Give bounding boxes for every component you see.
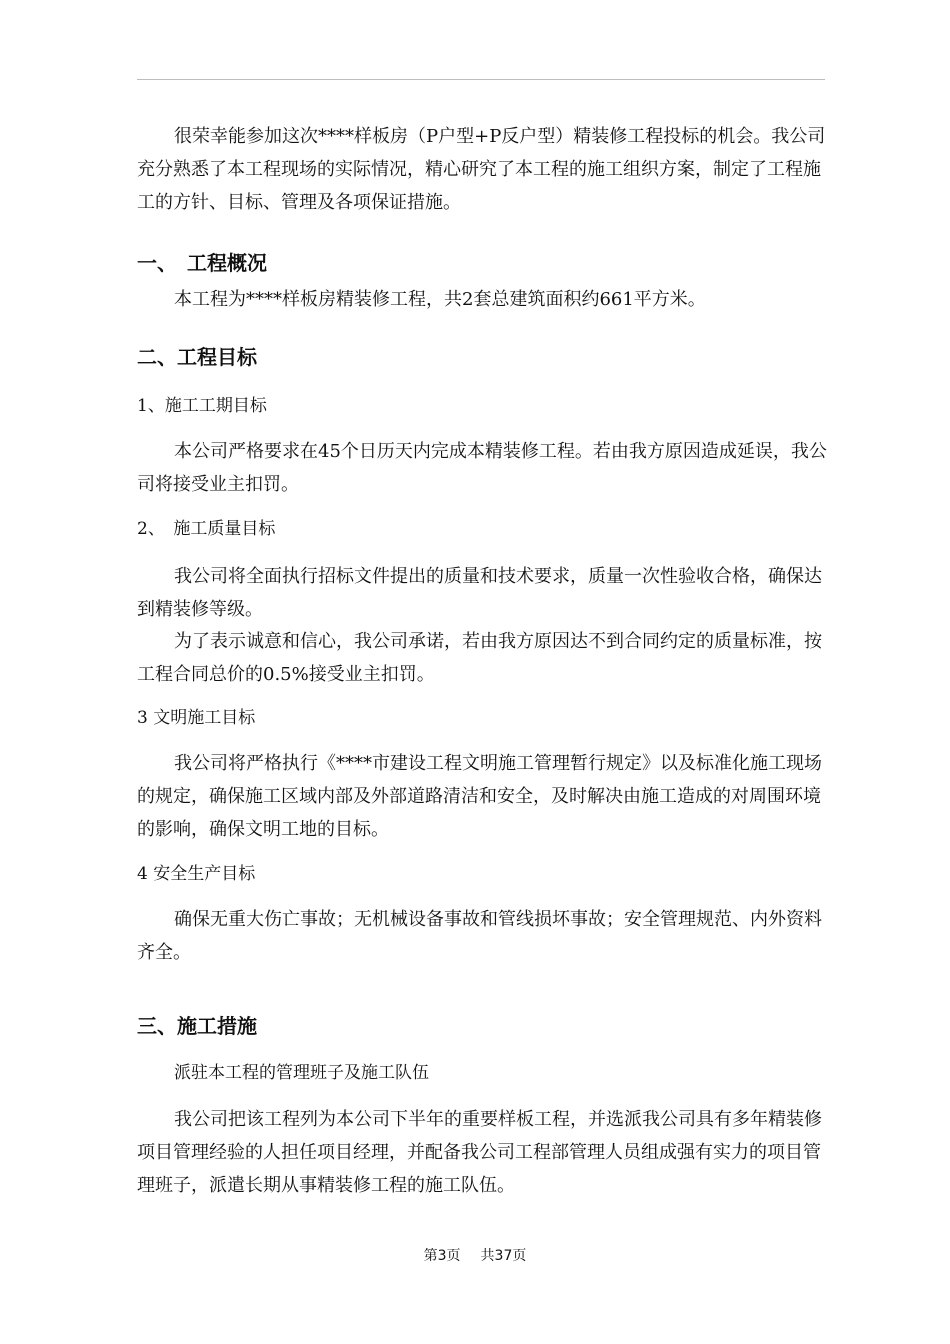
goal-2-paragraph-1: 我公司将全面执行招标文件提出的质量和技术要求，质量一次性验收合格，确保达到精装修等级。	[137, 566, 822, 620]
goal-1-paragraph: 本公司严格要求在45个日历天内完成本精装修工程。若由我方原因造成延误，我公司将接受业主扣罚。	[137, 441, 827, 495]
goal-2-paragraph-2: 为了表示诚意和信心，我公司承诺，若由我方原因达不到合同约定的质量标准，按工程合同总价的0.5%接受业主扣罚。	[137, 631, 822, 685]
goal-4-title: 4 安全生产目标	[137, 864, 256, 884]
section-2-heading: 二、工程目标	[137, 345, 257, 369]
intro-paragraph: 很荣幸能参加这次****样板房（P户型+P反户型）精装修工程投标的机会。我公司充分熟悉了本工程现场的实际情况，精心研究了本工程的施工组织方案，制定了工程施工的方针、目标、管理及各项保证措施。	[137, 126, 826, 213]
page-total: 共37页	[480, 1248, 527, 1264]
page-footer	[0, 1246, 950, 1266]
goal-3-paragraph: 我公司将严格执行《****市建设工程文明施工管理暂行规定》以及标准化施工现场的规定，确保施工区域内部及外部道路清洁和安全，及时解决由施工造成的对周围环境的影响，确保文明工地的目标。	[137, 753, 822, 840]
section-1-heading: 一、 工程概况	[137, 251, 267, 275]
page-number: 第3页	[423, 1248, 461, 1264]
section-3-body: 我公司把该工程列为本公司下半年的重要样板工程，并选派我公司具有多年精装修项目管理经验的人担任项目经理，并配备我公司工程部管理人员组成强有实力的项目管理班子，派遣长期从事精装修工程的施工队伍。	[137, 1109, 822, 1196]
goal-1-title: 1、施工工期目标	[137, 396, 267, 416]
section-1-body: 本工程为****样板房精装修工程，共2套总建筑面积约661平方米。	[174, 289, 706, 310]
goal-4-paragraph: 确保无重大伤亡事故；无机械设备事故和管线损坏事故；安全管理规范、内外资料齐全。	[137, 909, 822, 963]
goal-2-title: 2、 施工质量目标	[137, 519, 276, 539]
section-3-heading: 三、施工措施	[137, 1014, 257, 1038]
header-rule	[137, 79, 825, 80]
goal-3-title: 3 文明施工目标	[137, 708, 256, 728]
section-3-subheading: 派驻本工程的管理班子及施工队伍	[174, 1063, 429, 1083]
